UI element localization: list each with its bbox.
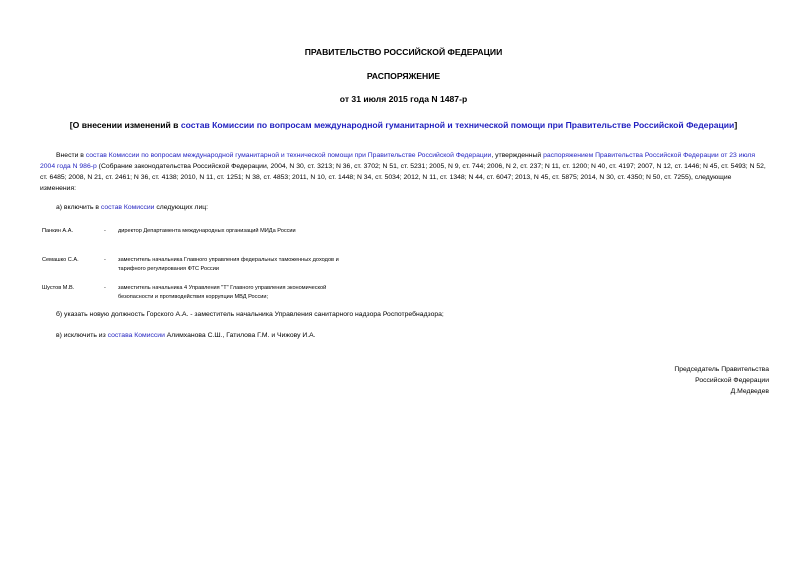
item-a — [56, 202, 208, 213]
intro-text-1: Внести в — [56, 152, 86, 159]
intro-text-3: (Собрание законодательства Российской Федерации, 2004, N 30, ст. 3213; N 36, ст. 3702; N 51, ст. 5231; 2005, N 9, ст. 744; 2006, N 2, ст. 237; N 11, ст. 1200; N 40, ст. 4197; 2007, N 12, ст. 1446; N 45, ст. 5493; N 52, ст. 6485; 2008, N 21, ст. 2461; N 36, ст. 4138; 2010, N 11, ст. 1251; N 38, ст. 4853; 2011, N 10, ст. 1448; N 34, ст. 5034; 2012, N 11, ст. 1348; N 44, ст. 6047; 2013, N 45, ст. 5875; 2014, N 30, ст. 4350; N 50, ст. 7255), следующие изменения: — [40, 163, 766, 192]
person-position: заместитель начальника Главного управления федеральных таможенных доходов и тарифного регулирования ФТС России — [118, 257, 339, 272]
person-name: Семашко С.А. — [42, 257, 79, 263]
document-title — [0, 120, 807, 130]
item-a-text-1: а) включить в — [56, 204, 101, 211]
document-date-number: от 31 июля 2015 года N 1487-р — [339, 94, 468, 104]
item-c-text-2: Алимханова С.Ш., Гатилова Г.М. и Чижову И.А. — [164, 332, 316, 339]
intro-commission-link[interactable]: состав Комиссии по вопросам международной гуманитарной и технической помощи при Правительстве Российской Федерации — [85, 152, 492, 159]
person-dash: - — [104, 228, 106, 234]
item-a-commission-link[interactable]: состав Комиссии — [100, 204, 155, 211]
signature-name: Д.Медведев — [730, 388, 769, 395]
intro-paragraph — [40, 150, 768, 194]
item-c-commission-link[interactable]: состава Комиссии — [107, 332, 165, 339]
signature-line-2: Российской Федерации — [695, 377, 769, 384]
signature-block — [674, 364, 769, 397]
title-commission-link[interactable]: состав Комиссии по вопросам международной гуманитарной и технической помощи при Правительстве Российской Федерации — [180, 120, 735, 130]
government-heading: ПРАВИТЕЛЬСТВО РОССИЙСКОЙ ФЕДЕРАЦИИ — [304, 47, 503, 57]
intro-text-2: , утвержденный — [491, 152, 544, 159]
signature-line-1: Председатель Правительства — [674, 366, 769, 373]
person-position: директор Департамента международных организаций МИДа России — [118, 228, 296, 234]
document-kind-heading: РАСПОРЯЖЕНИЕ — [366, 71, 441, 81]
person-name: Шустов М.В. — [42, 285, 75, 291]
person-name: Панкин А.А. — [42, 228, 74, 234]
intro-decree-link[interactable]: распоряжением Правительства Российской Федерации от 23 июля 2004 года N 986-р — [40, 152, 756, 170]
item-c-text-1: в) исключить из — [56, 332, 108, 339]
item-b: б) указать новую должность Горского А.А. - заместитель начальника Управления санитарного надзора Роспотребнадзора; — [56, 311, 444, 318]
item-c — [56, 330, 316, 341]
item-a-text-2: следующих лиц: — [154, 204, 209, 211]
title-prefix: [О внесении изменений в — [69, 120, 181, 130]
person-position: заместитель начальника 4 Управления "Т" Главного управления экономической безопасности и противодействия коррупции МВД России; — [118, 285, 327, 300]
person-dash: - — [104, 285, 106, 291]
person-dash: - — [104, 257, 106, 263]
title-suffix: ] — [734, 120, 738, 130]
